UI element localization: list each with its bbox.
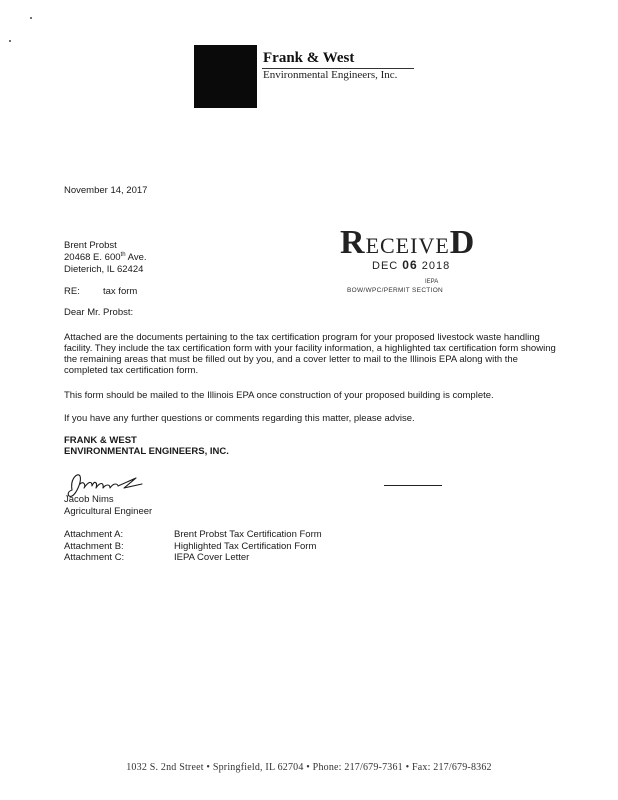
signature-line: [384, 485, 442, 486]
stamp-day: 06: [402, 258, 418, 272]
stamp-date: [372, 258, 450, 272]
attachment-label: Attachment C:: [64, 552, 125, 563]
recipient-name: Brent Probst: [64, 240, 117, 251]
re-subject: tax form: [103, 286, 138, 297]
attachment-row: [64, 541, 322, 553]
salutation: Dear Mr. Probst:: [64, 307, 134, 318]
stamp-section: BOW/WPC/PERMIT SECTION: [347, 287, 444, 294]
letterhead-footer: 1032 S. 2nd Street • Springfield, IL 62704 • Phone: 217/679-7361 • Fax: 217/679-8362: [126, 762, 492, 773]
letter-date: November 14, 2017: [64, 185, 148, 196]
scan-speck: [9, 40, 11, 42]
attachment-description: IEPA Cover Letter: [174, 552, 250, 563]
scan-speck: [30, 17, 32, 19]
street-suffix: th: [120, 251, 126, 258]
closing-block: [64, 435, 229, 457]
closing-company: FRANK & WEST: [64, 435, 137, 446]
stamp-year: 2018: [421, 260, 451, 272]
stamp-month: DEC: [372, 260, 399, 272]
recipient-street: [64, 252, 147, 264]
signer-title: Agricultural Engineer: [64, 506, 153, 517]
re-label: RE:: [64, 286, 80, 297]
body-paragraph: If you have any further questions or comments regarding this matter, please advise.: [64, 413, 415, 424]
closing-company-full: ENVIRONMENTAL ENGINEERS, INC.: [64, 446, 229, 457]
attachment-label: Attachment B:: [64, 540, 124, 552]
attachments-list: [64, 529, 322, 564]
attachment-row: [64, 529, 322, 541]
company-logo: [194, 45, 257, 108]
street-number: 20468 E. 600: [64, 252, 121, 263]
signer-name: Jacob Nims: [64, 494, 114, 505]
attachment-row: [64, 552, 322, 564]
company-subtitle: Environmental Engineers, Inc.: [263, 69, 398, 81]
attachment-description: Brent Probst Tax Certification Form: [174, 529, 322, 540]
stamp-received-text: [340, 224, 475, 262]
attachment-description: Highlighted Tax Certification Form: [174, 540, 317, 552]
stamp-agency: IEPA: [425, 279, 439, 285]
recipient-city: Dieterich, IL 62424: [64, 264, 144, 275]
stamp-letters-middle: ECEIVE: [365, 233, 450, 258]
street-type: Ave.: [125, 252, 147, 263]
received-stamp: [340, 222, 476, 307]
body-paragraph: Attached are the documents pertaining to the tax certification program for your proposed livestock waste handling facility. They include the tax certification form with your facility information, a highlighted tax certification form showing the remaining areas that must be filled out by you, and a cover letter to mail to the Illinois EPA along with the completed tax certification form.: [64, 332, 556, 376]
body-paragraph: This form should be mailed to the Illinois EPA once construction of your proposed building is complete.: [64, 390, 494, 401]
stamp-letter-first: R: [340, 224, 366, 261]
signer-block: [64, 494, 152, 518]
company-name: Frank & West: [263, 50, 355, 66]
attachment-label: Attachment A:: [64, 529, 124, 540]
stamp-letter-last: D: [449, 224, 476, 261]
recipient-address: [64, 240, 147, 276]
